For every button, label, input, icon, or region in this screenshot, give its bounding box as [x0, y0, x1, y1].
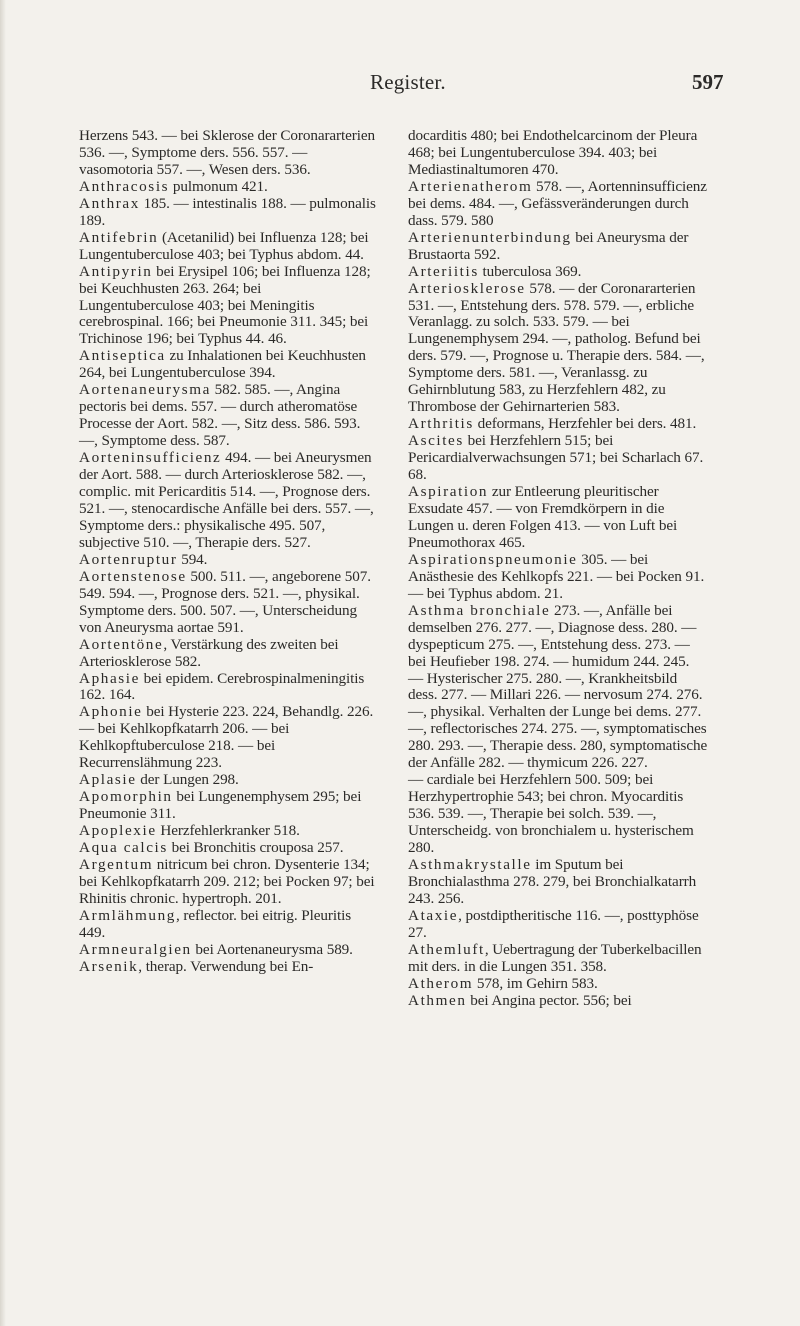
index-entry-text: bei Herzfehlern 515; bei Pericardialverwachsungen 571; bei Scharlach 67. 68.: [408, 432, 704, 484]
index-entry: [408, 976, 708, 993]
page-number: 597: [692, 70, 724, 94]
index-column-right: [408, 128, 708, 1010]
index-entry-text: , reflector. bei eitrig. Pleuritis 449.: [79, 906, 352, 941]
index-entry: [79, 128, 379, 179]
index-entry-text: 578. — der Coronararterien 531. —, Entstehung ders. 578. 579. —, erbliche Veranlagg. zu solch. 533. 579. — bei Lungenemphysem 294. —, patholog. Befund bei ders. 579. —, Prognose u. Therapie ders. 584. —, Symptome ders. 581. —, Veranlassg. zu Gehirnblutung 583, zu Herzfehlern 482, zu Thrombose der Gehirnarterien 583.: [408, 279, 705, 416]
index-entry-headword: Aphasie: [79, 669, 140, 687]
index-entry: [79, 671, 379, 705]
index-entry-headword: Aqua calcis: [79, 839, 168, 857]
index-entry-text: docarditis 480; bei Endothelcarcinom der Pleura 468; bei Lungentuberculose 394. 403; bei Mediastinaltumoren 470.: [408, 127, 698, 178]
index-entry-text: zur Entleerung pleuritischer Exsudate 457. — von Fremdkörpern in die Lungen u. deren Folgen 413. — von Luft bei Pneumothorax 465.: [408, 483, 678, 551]
index-entry-text: Herzfehlerkranker 518.: [156, 822, 300, 840]
page-header: [0, 64, 800, 104]
index-entry-headword: Anthracosis: [79, 177, 170, 195]
index-entry-headword: Aorteninsufficienz: [79, 449, 222, 467]
index-entry-headword: Ascites: [408, 432, 464, 450]
index-entry: [79, 840, 379, 857]
index-entry-headword: Arthritis: [408, 415, 474, 433]
index-entry-headword: Asthma bronchiale: [408, 601, 551, 619]
index-entry-headword: Aortenstenose: [79, 567, 187, 585]
index-entry-text: 578, im Gehirn 583.: [473, 974, 598, 992]
index-entry-headword: Armlähmung: [79, 906, 176, 924]
index-entry-text: , therap. Verwendung bei En-: [138, 957, 314, 975]
index-entry: [79, 569, 379, 637]
index-entry: [79, 264, 379, 349]
index-entry-text: bei Lungenemphysem 295; bei Pneumonie 311.: [79, 788, 362, 823]
index-entry: [79, 772, 379, 789]
index-entry-headword: Arteriitis: [408, 262, 479, 280]
index-entry: [408, 942, 708, 976]
index-entry-headword: Anthrax: [79, 194, 140, 212]
index-entry-text: 594.: [177, 550, 208, 568]
index-entry-headword: Arteriosklerose: [408, 279, 526, 297]
index-entry-headword: Aplasie: [79, 771, 137, 789]
index-entry: [79, 823, 379, 840]
index-entry: [79, 942, 379, 959]
index-entry-headword: Argentum: [79, 855, 154, 873]
index-entry-headword: Athmen: [408, 991, 467, 1009]
index-entry-headword: Apomorphin: [79, 788, 173, 806]
index-entry-text: 494. — bei Aneurysmen der Aort. 588. — durch Arteriosklerose 582. —, complic. mit Pericarditis 514. —, Prognose ders. 521. —, stenocardische Anfälle bei ders. 557. —, Symptome ders.: physikalische 495. 507, subjective 510. —, Therapie ders. 527.: [79, 449, 374, 551]
index-entry-text: , Verstärkung des zweiten bei Arteriosklerose 582.: [79, 635, 339, 670]
index-entry-headword: Athemluft: [408, 940, 485, 958]
page-edge-shadow: [0, 0, 6, 1326]
index-entry-text: bei epidem. Cerebrospinalmeningitis 162. 164.: [79, 669, 365, 704]
index-entry-text: 185. — intestinalis 188. — pulmonalis 189.: [79, 194, 376, 229]
index-entry-text: 578. —, Aortenninsufficienz bei dems. 484. —, Gefässveränderungen durch dass. 579. 580: [408, 177, 707, 229]
index-entry-text: bei Aortenaneurysma 589.: [191, 940, 353, 958]
index-entry-text: tuberculosa 369.: [478, 262, 582, 280]
index-entry-text: bei Angina pector. 556; bei: [466, 991, 632, 1009]
index-entry-text: , postdiptheritische 116. —, posttyphöse 27.: [408, 906, 699, 941]
index-entry: [79, 959, 379, 976]
index-entry: [408, 416, 708, 433]
index-entry-text: pulmonum 421.: [169, 177, 268, 195]
index-entry: [408, 857, 708, 908]
index-entry-text: deformans, Herzfehler bei ders. 481.: [473, 415, 697, 433]
index-entry-headword: Apoplexie: [79, 822, 157, 840]
index-entry-headword: Antipyrin: [79, 262, 153, 280]
running-title: Register.: [370, 70, 446, 94]
index-entry-text: 305. — bei Anästhesie des Kehlkopfs 221. — bei Pocken 91. — bei Typhus abdom. 21.: [408, 550, 705, 602]
index-entry-headword: Asthmakrystalle: [408, 855, 532, 873]
index-entry-headword: Armneuralgien: [79, 940, 192, 958]
index-entry-headword: Antifebrin: [79, 228, 159, 246]
index-entry: [408, 281, 708, 417]
index-entry-headword: Arterienatherom: [408, 177, 533, 195]
index-entry: [79, 382, 379, 450]
index-column-left: [79, 128, 379, 976]
index-entry-headword: Antiseptica: [79, 347, 166, 365]
index-entry: [408, 772, 708, 857]
index-entry-text: bei Aneurysma der Brustaorta 592.: [408, 228, 689, 263]
index-entry: [408, 552, 708, 603]
index-entry-text: der Lungen 298.: [136, 771, 239, 789]
index-entry-text: bei Erysipel 106; bei Influenza 128; bei Keuchhusten 263. 264; bei Lungentuberculose 403; bei Meningitis cerebrospinal. 166; bei Pneumonie 311. 345; bei Trichinose 196; bei Typhus 44. 46.: [79, 262, 371, 348]
index-entry: [408, 179, 708, 230]
index-entry-text: zu Inhalationen bei Keuchhusten 264, bei Lungentuberculose 394.: [79, 347, 366, 382]
index-entry-headword: Aspirationspneumonie: [408, 550, 578, 568]
index-entry-headword: Aortenaneurysma: [79, 381, 211, 399]
index-entry-text: bei Hysterie 223. 224, Behandlg. 226. — bei Kehlkopfkatarrh 206. — bei Kehlkopftuberculose 218. — bei Recurrenslähmung 223.: [79, 703, 374, 772]
index-entry-text: nitricum bei chron. Dysenterie 134; bei Kehlkopfkatarrh 209. 212; bei Pocken 97; bei Rhinitis chronic. hypertroph. 201.: [79, 855, 375, 907]
index-entry-headword: Aphonie: [79, 703, 143, 721]
index-entry: [79, 908, 379, 942]
index-entry-text: 273. —, Anfälle bei demselben 276. 277. —, Diagnose dess. 280. — dyspepticum 275. —, Entstehung dess. 273. — bei Heufieber 198. 274. — humidum 244. 245. — Hysterischer 275. 280. —, Krankheitsbild dess. 277. — Millari 226. — nervosum 274. 276. —, physikal. Verhalten der Lunge bei dems. 277. —, reflectorisches 274. 275. —, symptomatisches 280. 293. —, Therapie dess. 280, symptomatische der Anfälle 282. — thymicum 226. 227.: [408, 601, 708, 772]
index-entry-headword: Aortenruptur: [79, 550, 178, 568]
index-entry-headword: Aortentöne: [79, 635, 164, 653]
index-entry: [79, 857, 379, 908]
index-entry: [79, 789, 379, 823]
index-entry: [79, 552, 379, 569]
index-entry: [408, 993, 708, 1010]
index-entry-text: , Uebertragung der Tuberkelbacillen mit ders. in die Lungen 351. 358.: [408, 940, 702, 975]
index-entry: [79, 348, 379, 382]
index-entry: [79, 230, 379, 264]
index-entry-headword: Atherom: [408, 974, 474, 992]
index-entry-headword: Arsenik: [79, 957, 139, 975]
index-entry-text: — cardiale bei Herzfehlern 500. 509; bei Herzhypertrophie 543; bei chron. Myocarditis 536. 539. —, Therapie bei solch. 539. —, Unterscheidg. von bronchialem u. hysterischem 280.: [408, 771, 694, 857]
index-entry: [408, 433, 708, 484]
index-entry: [408, 230, 708, 264]
index-entry-headword: Aspiration: [408, 483, 489, 501]
index-entry: [79, 637, 379, 671]
index-entry: [79, 704, 379, 772]
index-entry-headword: Arterienunterbindung: [408, 228, 572, 246]
index-entry: [79, 450, 379, 552]
index-entry: [408, 264, 708, 281]
index-entry-text: Herzens 543. — bei Sklerose der Coronararterien 536. —, Symptome ders. 556. 557. — vasomotoria 557. —, Wesen ders. 536.: [79, 127, 375, 178]
index-entry: [408, 484, 708, 552]
index-entry: [79, 179, 379, 196]
index-entry-headword: Ataxie: [408, 906, 459, 924]
index-entry-text: (Acetanilid) bei Influenza 128; bei Lungentuberculose 403; bei Typhus abdom. 44.: [79, 228, 369, 263]
index-entry: [408, 128, 708, 179]
index-entry: [408, 603, 708, 773]
index-entry-text: 500. 511. —, angeborene 507. 549. 594. —, Prognose ders. 521. —, physikal. Symptome ders. 500. 507. —, Unterscheidung von Aneurysma aortae 591.: [79, 567, 371, 636]
index-entry-text: 582. 585. —, Angina pectoris bei dems. 557. — durch atheromatöse Processe der Aort. 582. —, Sitz dess. 586. 593. —, Symptome dess. 587.: [79, 381, 361, 450]
index-entry-text: im Sputum bei Bronchialasthma 278. 279, bei Bronchialkatarrh 243. 256.: [408, 855, 697, 907]
index-entry: [79, 196, 379, 230]
index-entry: [408, 908, 708, 942]
index-entry-text: bei Bronchitis crouposa 257.: [167, 839, 344, 857]
